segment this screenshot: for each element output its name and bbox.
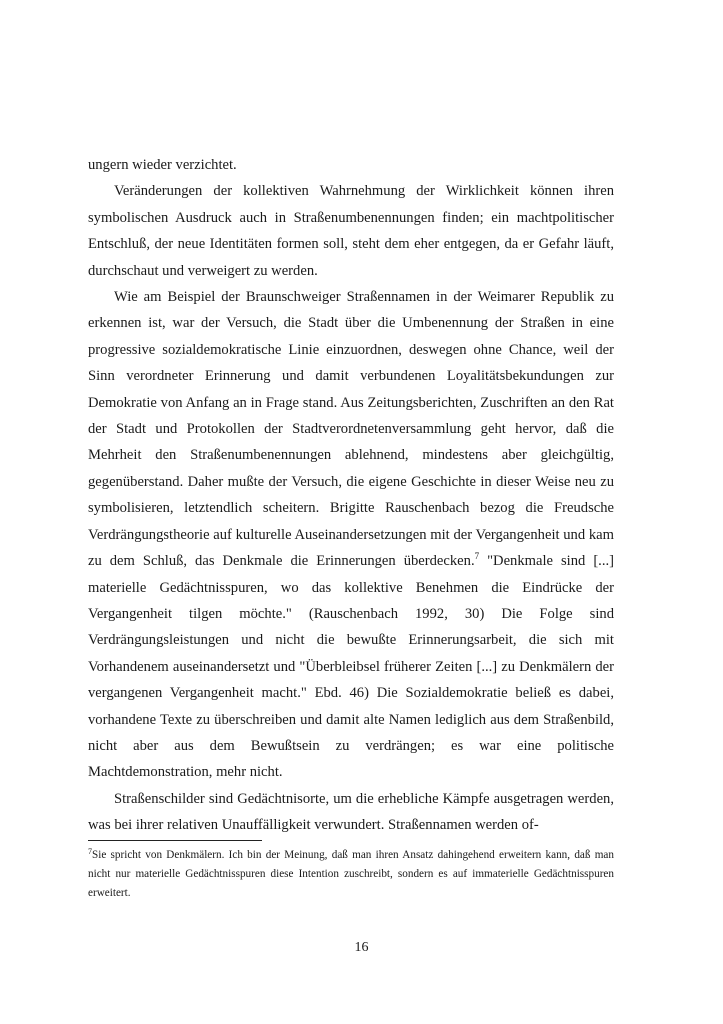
page-number: 16 bbox=[354, 940, 369, 955]
paragraph-1: ungern wieder verzichtet. bbox=[88, 157, 237, 173]
footnote bbox=[88, 846, 614, 903]
paragraph-3-text-a: Wie am Beispiel der Braunschweiger Straßennamen in der Weimarer Republik zu erkennen ist, war der Versuch, die Stadt über die Umbenennung der Straßen in eine progressive sozialdemokratische Linie einzuordnen, deswegen ohne Chance, weil der Sinn verordneter Erinnerung und damit verbundenen Loyalitätsbekundungen zur Demokratie von Anfang an in Frage stand. Aus Zeitungsberichten, Zuschriften an den Rat der Stadt und Protokollen der Stadtverordnetenversammlung geht hervor, daß die Mehrheit den Straßenumbenennungen ablehnend, mindestens aber gleichgültig, gegenüberstand. Daher mußte der Versuch, die eigene Geschichte in dieser Weise neu zu symbolisieren, letztendlich scheitern. Brigitte Rauschenbach bezog die Freudsche Verdrängungstheorie auf kulturelle Auseinandersetzungen mit der Vergangenheit und kam zu dem Schluß, das Denkmale die Erinnerungen überdecken. bbox=[88, 289, 614, 570]
paragraph-4: Straßenschilder sind Gedächtnisorte, um die erhebliche Kämpfe ausgetragen werden, was bei ihrer relativen Unauffälligkeit verwundert. Straßennamen werden of- bbox=[88, 790, 614, 834]
footnote-mark: 7 bbox=[88, 847, 92, 856]
paragraph-2: Veränderungen der kollektiven Wahrnehmung der Wirklichkeit können ihren symbolischen Ausdruck auch in Straßenumbenennungen finden; ein machtpolitischer Entschluß, der neue Identitäten formen soll, steht dem eher entgegen, da er Gefahr läuft, durchschaut und verweigert zu werden. bbox=[88, 183, 614, 279]
footnote-separator bbox=[88, 840, 262, 841]
footnote-reference: 7 bbox=[474, 551, 480, 562]
body-text bbox=[88, 152, 614, 839]
footnote-text: Sie spricht von Denkmälern. Ich bin der Meinung, daß man ihren Ansatz dahingehend erweitern kann, daß man nicht nur materielle Gedächtnisspuren diese Intention zuschreibt, sondern es auf immaterielle Gedächtnisspuren erweitert. bbox=[88, 849, 614, 899]
paragraph-3-text-b: "Denkmale sind [...] materielle Gedächtnisspuren, wo das kollektive Benehmen die Eindrücke der Vergangenheit tilgen möchte." (Rauschenbach 1992, 30) Die Folge sind Verdrängungsleistungen und nicht die bewußte Erinnerungsarbeit, die sich mit Vorhandenem auseinandersetzt und "Überbleibsel früherer Zeiten [...] zu Denkmälern der vergangenen Vergangenheit macht." Ebd. 46) Die Sozialdemokratie beließ es dabei, vorhandene Texte zu überschreiben und damit alte Namen lediglich aus dem Straßenbild, nicht aber aus dem Bewußtsein zu verdrängen; es war eine politische Machtdemonstration, mehr nicht. bbox=[88, 553, 614, 781]
paragraph-3 bbox=[88, 284, 614, 786]
